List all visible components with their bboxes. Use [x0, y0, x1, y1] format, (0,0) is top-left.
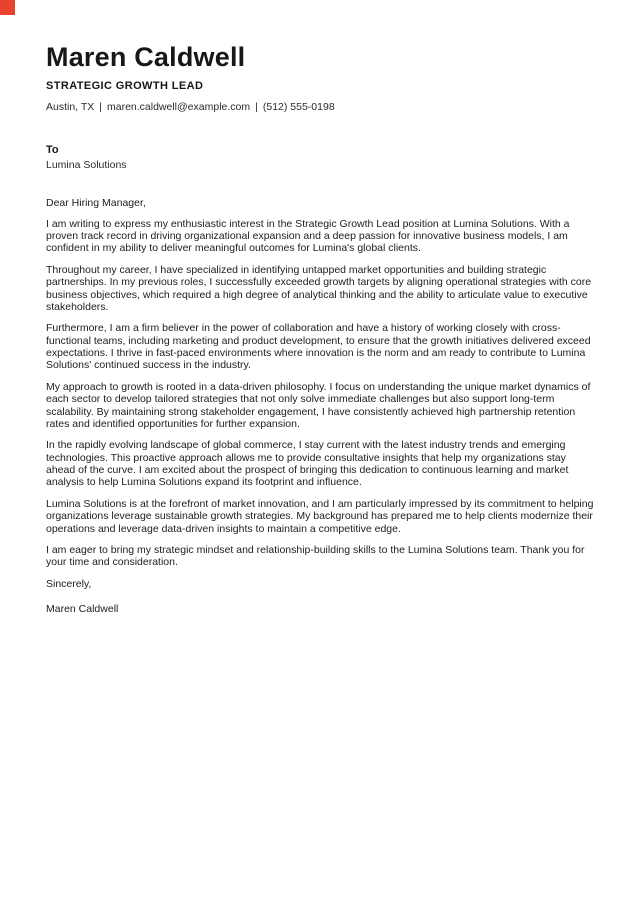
candidate-name: Maren Caldwell: [46, 42, 246, 72]
letter-paragraph: I am writing to express my enthusiastic interest in the Strategic Growth Lead position at Lumina Solutions. With a proven track record in driving organizational expansion and a deep passion for innovative business models, I am confident in my ability to deliver meaningful outcomes for Lumina's global clients.: [46, 217, 570, 255]
letter-paragraph: Furthermore, I am a firm believer in the power of collaboration and have a history of working closely with cross-functional teams, including marketing and product development, to ensure that the growth initiatives delivered exceed expectations. I thrive in fast-paced environments where innovation is the norm and am ready to contribute to Lumina Solutions' continued success in the industry.: [46, 322, 591, 372]
letter-paragraph: Throughout my career, I have specialized in identifying untapped market opportunities and building strategic partnerships. In my previous roles, I successfully exceeded growth targets by aligning operational strategies with core business objectives, which required a high degree of analytical thinking and the ability to articulate value to executive stakeholders.: [46, 263, 592, 313]
contact-phone: (512) 555-0198: [262, 100, 335, 113]
recipient-company: Lumina Solutions: [46, 158, 127, 171]
letter-body: [46, 218, 594, 569]
contact-separator: |: [255, 100, 258, 113]
letter-paragraph: My approach to growth is rooted in a data-driven philosophy. I focus on understanding the unique market dynamics of each sector to develop tailored strategies that not only solve immediate challenges but also support long-term scalability. By maintaining strong stakeholder engagement, I have consistently achieved high partnership retention rates and identified opportunities for further expansion.: [46, 380, 591, 430]
salutation: Dear Hiring Manager,: [46, 196, 146, 209]
letter-paragraph: Lumina Solutions is at the forefront of market innovation, and I am particularly impressed by its commitment to helping organizations leverage sustainable growth strategies. My background has prepared me to help clients modernize their operations and leverage data-driven insights to maintain a competitive edge.: [46, 497, 594, 535]
page-corner-accent-square: [0, 0, 15, 15]
recipient-label: To: [46, 143, 59, 156]
contact-email: maren.caldwell@example.com: [106, 100, 251, 113]
candidate-job-title: STRATEGIC GROWTH LEAD: [46, 79, 204, 92]
contact-location: Austin, TX: [46, 100, 95, 113]
contact-separator: |: [99, 100, 102, 113]
letter-paragraph: In the rapidly evolving landscape of global commerce, I stay current with the latest industry trends and emerging technologies. This proactive approach allows me to provide consultative insights that help my organizations stay ahead of the curve. I am excited about the prospect of bringing this dedication to continuous learning and market analysis to help Lumina Solutions expand its footprint and influence.: [46, 439, 569, 489]
letter-header: [46, 43, 594, 113]
contact-line: [46, 101, 594, 113]
letter-paragraph: I am eager to bring my strategic mindset and relationship-building skills to the Lumina Solutions team. Thank you for your time and consideration.: [46, 543, 585, 569]
closing: Sincerely,: [46, 577, 92, 590]
recipient-block: [46, 144, 594, 171]
signature-name: Maren Caldwell: [46, 602, 119, 615]
